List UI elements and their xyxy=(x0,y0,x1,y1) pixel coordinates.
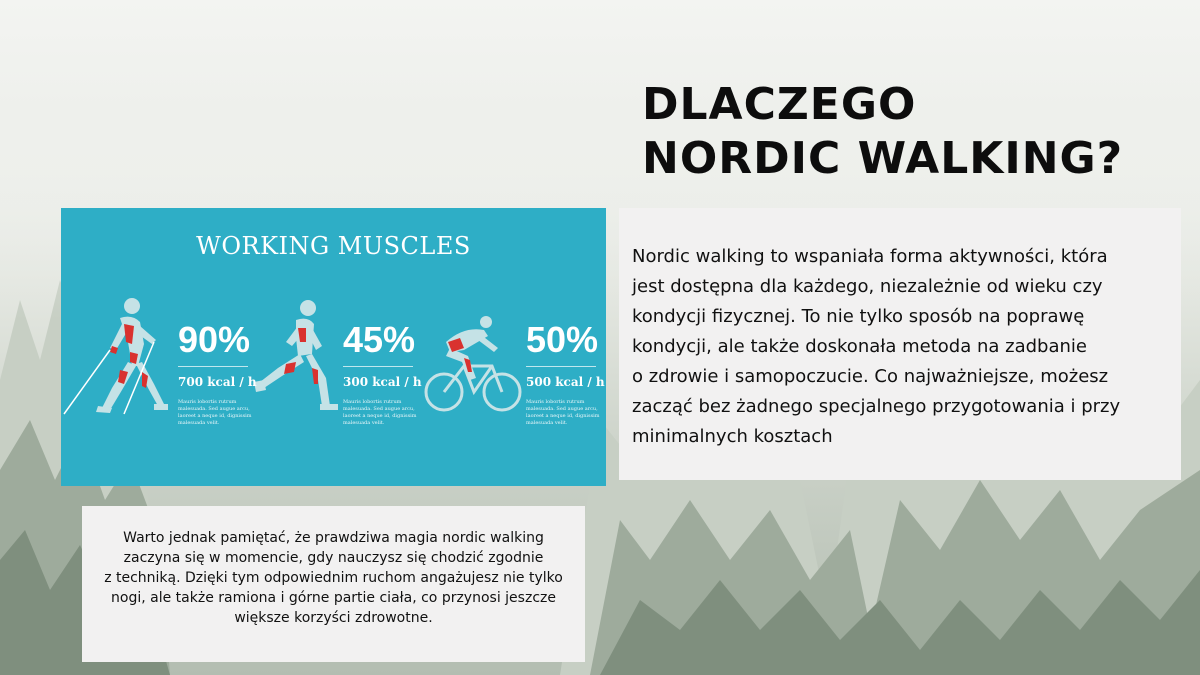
stat-divider xyxy=(526,366,596,367)
page-title-line2: NORDIC WALKING? xyxy=(642,133,1124,184)
stat-kcal: 700 kcal / h xyxy=(178,375,257,389)
stat-kcal: 500 kcal / h xyxy=(526,375,605,389)
page-title xyxy=(642,78,1123,186)
technique-text-card xyxy=(82,506,585,662)
stat-divider xyxy=(343,366,413,367)
stat-description: Mauris lobortis rutrum malesuada. Sed augue arcu, laoreet a neque id, dignissim malesuada velit. xyxy=(526,399,600,426)
stat-description: Mauris lobortis rutrum malesuada. Sed augue arcu, laoreet a neque id, dignissim malesuada velit. xyxy=(178,399,252,426)
infographic-title: WORKING MUSCLES xyxy=(196,232,471,260)
technique-paragraph: Warto jednak pamiętać, że prawdziwa magia nordic walking zaczyna się w momencie, gdy nauczysz się chodzić zgodnie z techniką. Dzięki tym odpowiednim ruchom angażujesz nie tylko nogi, ale także ramiona i górne partie ciała, co przynosi jeszcze większe korzyści zdrowotne. xyxy=(104,530,563,626)
nordic-walker-icon xyxy=(62,296,172,418)
stat-running xyxy=(343,320,422,427)
stat-kcal: 300 kcal / h xyxy=(343,375,422,389)
stat-percent: 45% xyxy=(343,319,416,360)
stat-walking xyxy=(178,320,257,427)
stat-divider xyxy=(178,366,248,367)
intro-text-card xyxy=(619,208,1181,480)
page-title-line1: DLACZEGO xyxy=(642,79,917,130)
cyclist-icon xyxy=(424,316,524,414)
intro-paragraph: Nordic walking to wspaniała forma aktywności, która jest dostępna dla każdego, niezależnie od wieku czy kondycji fizycznej. To nie tylko sposób na poprawę kondycji, ale także doskonała metoda na zadbanie o zdrowie i samopoczucie. Co najważniejsze, możesz zacząć bez żadnego specjalnego przygotowania i przy minimalnych kosztach xyxy=(632,246,1121,447)
stat-percent: 50% xyxy=(526,319,599,360)
stat-cycling xyxy=(526,320,605,427)
stat-description: Mauris lobortis rutrum malesuada. Sed augue arcu, laoreet a neque id, dignissim malesuada velit. xyxy=(343,399,417,426)
runner-icon xyxy=(252,298,344,416)
stat-percent: 90% xyxy=(178,319,251,360)
